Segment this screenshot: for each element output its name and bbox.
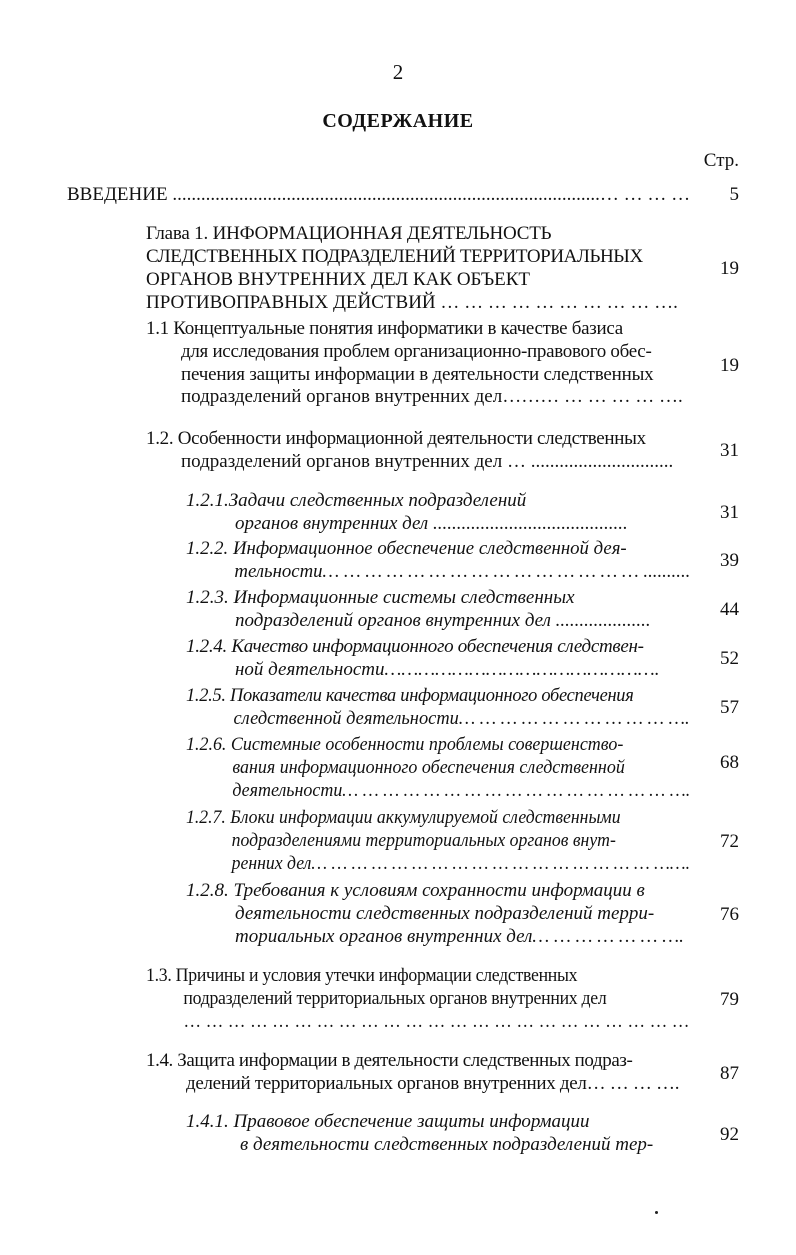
toc-line: 1.2.7. Блоки информации аккумулируемой следственными (186, 807, 621, 828)
toc-entry-1-2-6 (186, 734, 719, 802)
toc-page-number: 79 (720, 989, 739, 1010)
toc-entry-1-2-2 (186, 538, 696, 584)
toc-page-number: 39 (720, 550, 739, 571)
toc-page-number: 44 (720, 599, 739, 620)
toc-line: органов внутренних дел ......................................... (235, 512, 628, 534)
toc-page-number: 52 (720, 648, 739, 669)
toc-line: 1.3. Причины и условия утечки информации следственных (146, 965, 578, 986)
toc-page-number: 19 (720, 355, 739, 376)
toc-entry-1-3 (146, 965, 728, 1033)
toc-line: подразделениями территориальных органов внут- (231, 829, 616, 851)
toc-entry-1-1 (146, 318, 683, 409)
toc-page-number: 31 (720, 440, 739, 461)
toc-entry-1-2-8 (186, 880, 684, 948)
toc-page-number: 87 (720, 1063, 739, 1084)
toc-line: 1.2. Особенности информационной деятельности следственных (146, 428, 646, 449)
toc-line: делений территориальных органов внутренних дел… … … …. (186, 1072, 680, 1094)
toc-line: печения защиты информации в деятельности следственных (181, 363, 654, 385)
toc-line: 1.4.1. Правовое обеспечение защиты информации (186, 1111, 590, 1132)
toc-line: подразделений территориальных органов внутренних дел (183, 987, 607, 1009)
toc-line: 1.2.2. Информационное обеспечение следственной дея- (186, 538, 627, 559)
toc-line: 1.4. Защита информации в деятельности следственных подраз- (146, 1050, 633, 1071)
toc-line: 1.2.8. Требования к условиям сохранности информации в (186, 880, 645, 901)
scan-speck (655, 1211, 658, 1214)
toc-line: ОРГАНОВ ВНУТРЕННИХ ДЕЛ КАК ОБЪЕКТ (146, 269, 531, 290)
toc-page-number: 68 (720, 752, 739, 773)
toc-line: деятельности… … … … … … … … … … … … … … … … …. (232, 779, 691, 801)
toc-line: 1.2.5. Показатели качества информационного обеспечения (186, 685, 634, 706)
toc-line: 1.2.3. Информационные системы следственных (186, 587, 575, 608)
toc-entry-1-4 (146, 1050, 679, 1096)
page-number: 2 (392, 60, 404, 84)
toc-line: СЛЕДСТВЕННЫХ ПОДРАЗДЕЛЕНИЙ ТЕРРИТОРИАЛЬНЫХ (146, 246, 643, 267)
toc-line: вания информационного обеспечения следственной (232, 756, 625, 778)
toc-line: ториальных органов внутренних дел… … … … … … …. (235, 925, 684, 947)
toc-page-number: 76 (720, 904, 739, 925)
page-column-label: Стр. (703, 150, 739, 171)
toc-line: в деятельности следственных подразделений тер- (240, 1133, 654, 1155)
toc-line: ной деятельности…………………………………………. (235, 658, 660, 680)
toc-entry-chapter-1 (146, 222, 678, 314)
toc-entry-1-2-3 (186, 587, 651, 633)
toc-line: тельности… … … … … … … … … … … … … … … .......... (234, 560, 691, 582)
toc-line: 1.2.6. Системные особенности проблемы совершенство- (186, 734, 624, 755)
toc-entry-1-2-4 (186, 636, 660, 682)
toc-line: подразделений органов внутренних дел .................... (235, 609, 651, 631)
toc-entry-1-2-7 (186, 807, 727, 875)
toc-page-number: 5 (729, 184, 739, 205)
toc-page-number: 19 (720, 258, 739, 279)
toc-line: ВВЕДЕНИЕ ..........................................................................................… … … … (67, 184, 691, 205)
toc-page-number: 57 (720, 697, 739, 718)
toc-line: для исследования проблем организационно-правового обес- (181, 340, 652, 362)
toc-line: … … … … … … … … … … … … … … … … … … … … … … … (183, 1010, 690, 1032)
toc-page-number: 31 (720, 502, 739, 523)
toc-page-number: 72 (720, 831, 739, 852)
toc-line: подразделений органов внутренних дел……… … … … … …. (181, 386, 683, 408)
toc-entry-1-2 (146, 428, 673, 474)
toc-entry-1-2-5 (186, 685, 706, 731)
toc-line: ПРОТИВОПРАВНЫХ ДЕЙСТВИЙ … … … … … … … … … …. (146, 292, 678, 313)
toc-line: 1.2.1.Задачи следственных подразделений (186, 490, 527, 511)
toc-line: следственной деятельности… … … … … … … … … … …. (233, 707, 690, 729)
toc-entry-introduction (67, 184, 690, 207)
toc-entry-1-2-1 (186, 490, 628, 536)
toc-line: деятельности следственных подразделений терри- (235, 902, 655, 924)
toc-line: подразделений органов внутренних дел … .............................. (181, 450, 674, 472)
toc-line: 1.2.4. Качество информационного обеспечения следствен- (186, 636, 644, 657)
toc-title: СОДЕРЖАНИЕ (322, 110, 474, 132)
toc-page-number: 92 (720, 1124, 739, 1145)
toc-entry-1-4-1 (186, 1111, 653, 1157)
toc-line: ренних дел… … … … … … … … … … … … … … … … … ……. (231, 852, 691, 874)
toc-line: 1.1 Концептуальные понятия информатики в качестве базиса (146, 318, 623, 339)
toc-line: Глава 1. ИНФОРМАЦИОННАЯ ДЕЯТЕЛЬНОСТЬ (146, 223, 552, 244)
